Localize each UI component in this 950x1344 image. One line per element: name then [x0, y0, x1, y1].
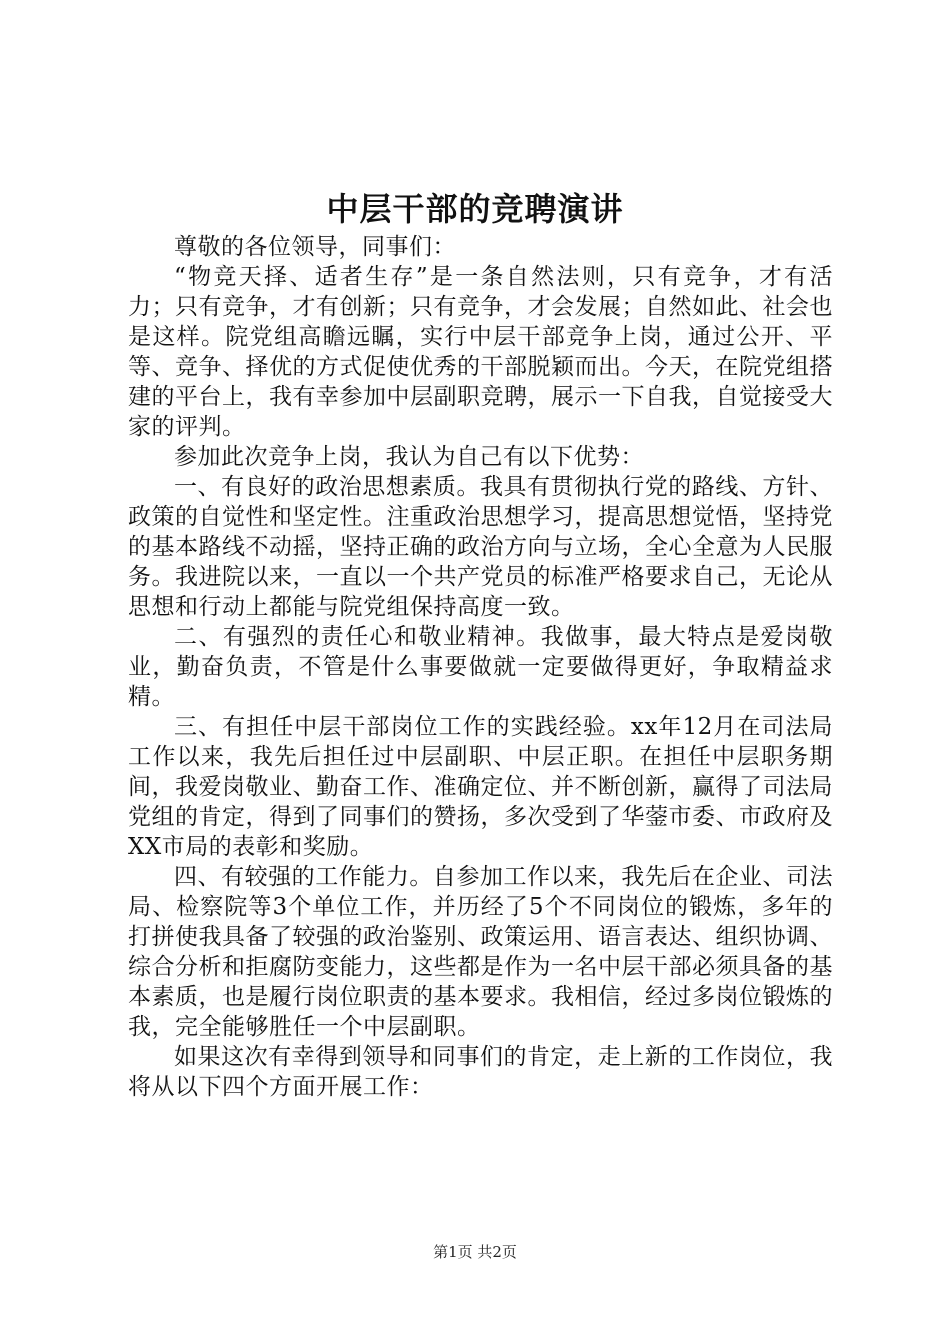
paragraph-advantage-3: 三、有担任中层干部岗位工作的实践经验。xx年12月在司法局工作以来，我先后担任过中层副职、中层正职。在担任中层职务期间，我爱岗敬业、勤奋工作、准确定位、并不断创新，赢得了司法局党组的肯定，得到了同事们的赞扬，多次受到了华蓥市委、市政府及XX市局的表彰和奖励。 — [128, 714, 833, 860]
paragraph-advantage-4: 四、有较强的工作能力。自参加工作以来，我先后在企业、司法局、检察院等3个单位工作，并历经了5个不同岗位的锻炼，多年的打拼使我具备了较强的政治鉴别、政策运用、语言表达、组织协调、综合分析和拒腐防变能力，这些都是作为一名中层干部必须具备的基本素质，也是履行岗位职责的基本要求。我相信，经过多岗位锻炼的我，完全能够胜任一个中层副职。 — [128, 864, 833, 1040]
document-body — [128, 232, 833, 1102]
paragraph-plan-lead: 如果这次有幸得到领导和同事们的肯定，走上新的工作岗位，我将从以下四个方面开展工作： — [128, 1044, 833, 1100]
paragraph-salutation: 尊敬的各位领导，同事们： — [174, 234, 456, 260]
paragraph-advantages-lead: 参加此次竞争上岗，我认为自己有以下优势： — [174, 444, 644, 470]
paragraph-advantage-1: 一、有良好的政治思想素质。我具有贯彻执行党的路线、方针、政策的自觉性和坚定性。注重政治思想学习，提高思想觉悟，坚持党的基本路线不动摇，坚持正确的政治方向与立场，全心全意为人民服务。我进院以来，一直以一个共产党员的标准严格要求自己，无论从思想和行动上都能与院党组保持高度一致。 — [128, 474, 833, 620]
document-title: 中层干部的竞聘演讲 — [326, 190, 624, 228]
page-footer: 第1页 共2页 — [433, 1243, 517, 1261]
paragraph-advantage-2: 二、有强烈的责任心和敬业精神。我做事，最大特点是爱岗敬业，勤奋负责，不管是什么事要做就一定要做得更好，争取精益求精。 — [128, 624, 833, 710]
paragraph-intro: “物竞天择、适者生存”是一条自然法则，只有竞争，才有活力；只有竞争，才有创新；只有竞争，才会发展；自然如此、社会也是这样。院党组高瞻远瞩，实行中层干部竞争上岗，通过公开、平等、竞争、择优的方式促使优秀的干部脱颖而出。今天，在院党组搭建的平台上，我有幸参加中层副职竞聘，展示一下自我，自觉接受大家的评判。 — [128, 264, 833, 440]
